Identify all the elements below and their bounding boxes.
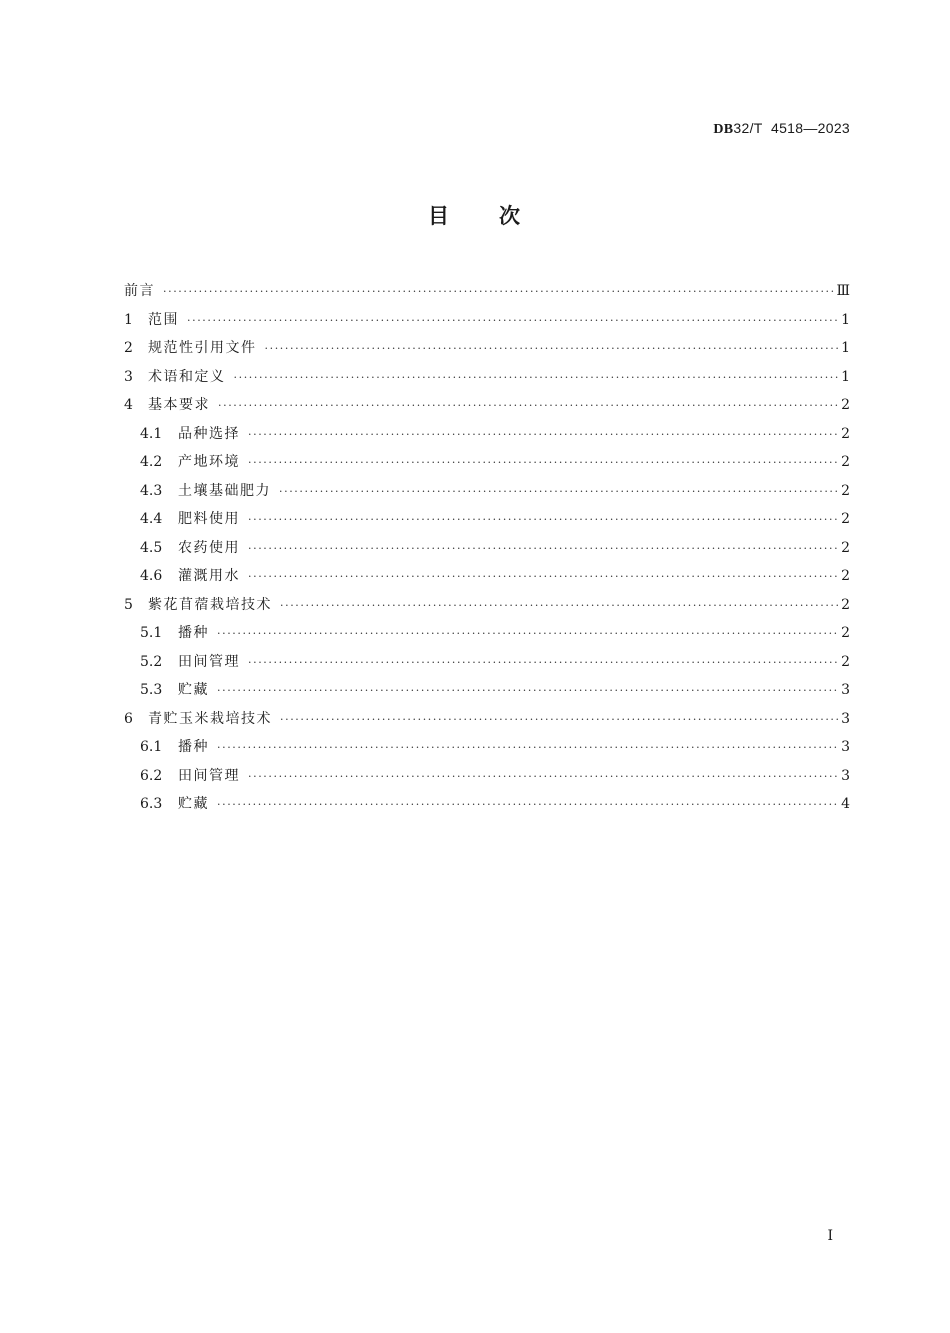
- toc-entry-4-3[interactable]: [124, 480, 850, 509]
- toc-number: 6.1: [140, 739, 163, 755]
- toc-leader: [187, 314, 839, 327]
- toc-leader: [217, 627, 839, 640]
- toc-leader: [280, 713, 839, 726]
- toc-label: 范围: [148, 311, 179, 328]
- toc-page: 2: [841, 397, 850, 413]
- toc-entry-6[interactable]: [124, 708, 850, 737]
- toc-page: 1: [841, 340, 850, 356]
- toc-leader: [280, 599, 839, 612]
- toc-label: 贮藏: [178, 796, 209, 812]
- toc-label: 田间管理: [178, 653, 240, 670]
- toc-leader: [217, 798, 839, 811]
- toc-label: 规范性引用文件: [148, 340, 257, 356]
- toc-label: 农药使用: [178, 539, 240, 556]
- standard-series: 32/T: [733, 120, 763, 136]
- toc-entry-6-3[interactable]: [124, 793, 850, 822]
- toc-leader: [234, 371, 840, 384]
- toc-page: 3: [841, 710, 850, 727]
- toc-page: 2: [841, 425, 850, 442]
- toc-leader: [163, 285, 834, 298]
- toc-label: 播种: [178, 739, 209, 755]
- toc-page: 4: [841, 796, 850, 812]
- toc-label: 产地环境: [178, 454, 240, 470]
- toc-entry-5[interactable]: [124, 594, 850, 623]
- toc-number: 4.2: [140, 454, 163, 470]
- toc-label: 青贮玉米栽培技术: [148, 710, 272, 727]
- toc-leader: [265, 342, 840, 355]
- toc-number: 4.6: [140, 568, 163, 584]
- toc-entry-6-1[interactable]: [124, 736, 850, 765]
- toc-leader: [248, 428, 839, 441]
- toc-leader: [248, 770, 839, 783]
- page-number: I: [827, 1228, 833, 1244]
- toc-page: 2: [841, 454, 850, 470]
- toc-page: Ⅲ: [836, 283, 850, 299]
- toc-page: 2: [841, 482, 850, 499]
- toc-entry-5-3[interactable]: [124, 679, 850, 708]
- table-of-contents: [124, 280, 850, 822]
- toc-page: 3: [841, 767, 850, 784]
- toc-leader: [248, 513, 839, 526]
- toc-entry-5-1[interactable]: [124, 622, 850, 651]
- toc-label: 播种: [178, 625, 209, 641]
- toc-leader: [248, 656, 839, 669]
- standard-number: 4518—2023: [771, 120, 850, 136]
- toc-entry-4-1[interactable]: [124, 423, 850, 452]
- title-char-1: 目: [428, 204, 451, 228]
- toc-entry-4-4[interactable]: [124, 508, 850, 537]
- toc-label: 术语和定义: [148, 368, 226, 385]
- toc-number: 6: [124, 710, 133, 727]
- toc-number: 6.3: [140, 796, 163, 812]
- toc-entry-1[interactable]: [124, 309, 850, 338]
- toc-entry-foreword[interactable]: [124, 280, 850, 309]
- toc-leader: [217, 741, 839, 754]
- toc-entry-4-5[interactable]: [124, 537, 850, 566]
- toc-page: 2: [841, 511, 850, 527]
- toc-entry-4-6[interactable]: [124, 565, 850, 594]
- toc-page: 1: [841, 311, 850, 328]
- title-char-2: 次: [499, 204, 522, 228]
- toc-label: 品种选择: [178, 425, 240, 442]
- toc-number: 4.4: [140, 511, 163, 527]
- toc-label: 基本要求: [148, 397, 210, 413]
- toc-leader: [248, 570, 839, 583]
- toc-entry-2[interactable]: [124, 337, 850, 366]
- toc-leader: [218, 399, 839, 412]
- toc-entry-4-2[interactable]: [124, 451, 850, 480]
- toc-page: 2: [841, 568, 850, 584]
- toc-label: 灌溉用水: [178, 568, 240, 584]
- page-title: [0, 200, 950, 230]
- toc-entry-4[interactable]: [124, 394, 850, 423]
- toc-number: 3: [124, 368, 133, 385]
- toc-number: 5.1: [140, 625, 163, 641]
- toc-number: 4: [124, 397, 133, 413]
- toc-page: 2: [841, 539, 850, 556]
- toc-number: 2: [124, 340, 133, 356]
- toc-label: 贮藏: [178, 682, 209, 698]
- standard-prefix: DB: [713, 122, 734, 137]
- toc-number: 4.1: [140, 425, 163, 442]
- toc-leader: [248, 456, 839, 469]
- toc-number: 5.3: [140, 682, 163, 698]
- toc-label: 肥料使用: [178, 511, 240, 527]
- toc-page: 2: [841, 596, 850, 613]
- toc-page: 3: [841, 682, 850, 698]
- toc-leader: [248, 542, 839, 555]
- toc-number: 5.2: [140, 653, 163, 670]
- toc-number: 1: [124, 311, 133, 328]
- toc-entry-5-2[interactable]: [124, 651, 850, 680]
- toc-page: 3: [841, 739, 850, 755]
- toc-leader: [279, 485, 839, 498]
- toc-page: 2: [841, 653, 850, 670]
- standard-code: [713, 120, 850, 138]
- toc-number: 6.2: [140, 767, 163, 784]
- toc-leader: [217, 684, 839, 697]
- toc-label: 前言: [124, 283, 155, 299]
- toc-entry-3[interactable]: [124, 366, 850, 395]
- toc-entry-6-2[interactable]: [124, 765, 850, 794]
- toc-number: 4.5: [140, 539, 163, 556]
- toc-label: 土壤基础肥力: [178, 482, 271, 499]
- toc-label: 紫花苜蓿栽培技术: [148, 596, 272, 613]
- toc-page: 1: [841, 368, 850, 385]
- toc-number: 4.3: [140, 482, 163, 499]
- toc-label: 田间管理: [178, 767, 240, 784]
- toc-number: 5: [124, 596, 133, 613]
- toc-page: 2: [841, 625, 850, 641]
